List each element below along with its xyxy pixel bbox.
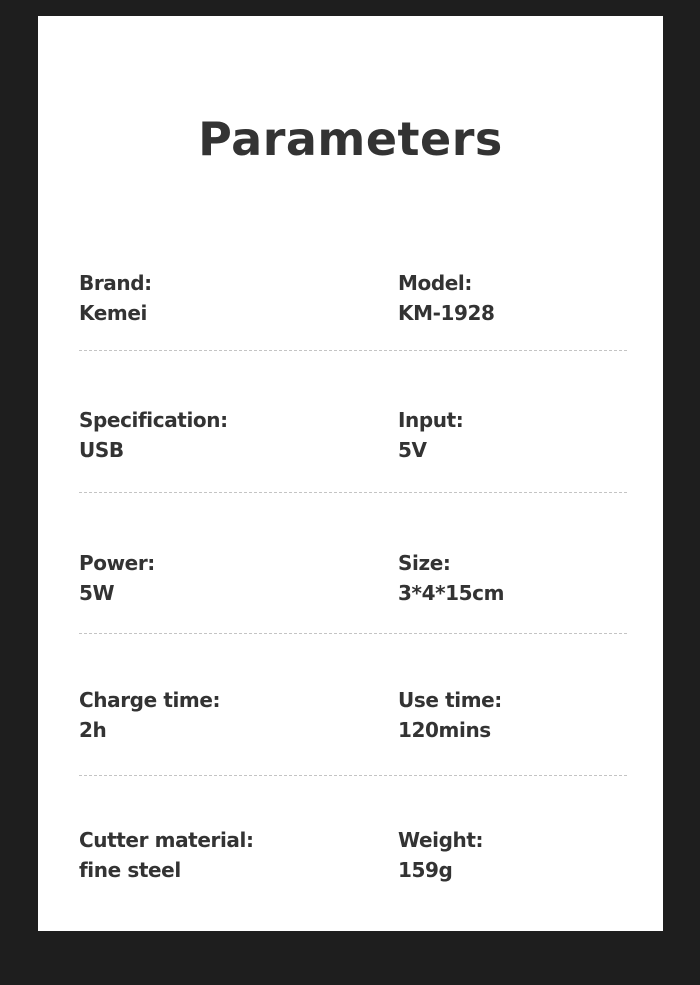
param-value: 159g <box>398 858 453 882</box>
param-label: Brand: <box>79 271 152 295</box>
page-title: Parameters <box>198 112 503 166</box>
param-model <box>398 268 495 328</box>
param-specification <box>79 405 228 465</box>
param-row-cutter-weight <box>79 825 627 885</box>
param-power <box>79 548 155 608</box>
param-value: 5V <box>398 438 427 462</box>
param-value: 5W <box>79 581 115 605</box>
param-value: 120mins <box>398 718 491 742</box>
param-label: Use time: <box>398 688 502 712</box>
param-value: Kemei <box>79 301 147 325</box>
param-label: Weight: <box>398 828 484 852</box>
param-weight <box>398 825 483 885</box>
dashed-divider <box>79 492 627 493</box>
param-value: 2h <box>79 718 107 742</box>
param-use-time <box>398 685 502 745</box>
param-label: Specification: <box>79 408 228 432</box>
param-label: Model: <box>398 271 472 295</box>
param-row-brand-model <box>79 268 627 328</box>
dashed-divider <box>79 775 627 776</box>
param-row-spec-input <box>79 405 627 465</box>
param-value: KM-1928 <box>398 301 495 325</box>
param-row-charge-use <box>79 685 627 745</box>
param-label: Cutter material: <box>79 828 254 852</box>
param-label: Input: <box>398 408 464 432</box>
param-label: Power: <box>79 551 155 575</box>
param-cutter-material <box>79 825 254 885</box>
param-value: 3*4*15cm <box>398 581 505 605</box>
dashed-divider <box>79 350 627 351</box>
param-brand <box>79 268 152 328</box>
parameters-card <box>38 16 663 931</box>
dashed-divider <box>79 633 627 634</box>
param-value: fine steel <box>79 858 181 882</box>
param-charge-time <box>79 685 220 745</box>
param-row-power-size <box>79 548 627 608</box>
param-label: Size: <box>398 551 451 575</box>
param-label: Charge time: <box>79 688 221 712</box>
param-input <box>398 405 463 465</box>
param-size <box>398 548 504 608</box>
param-value: USB <box>79 438 124 462</box>
